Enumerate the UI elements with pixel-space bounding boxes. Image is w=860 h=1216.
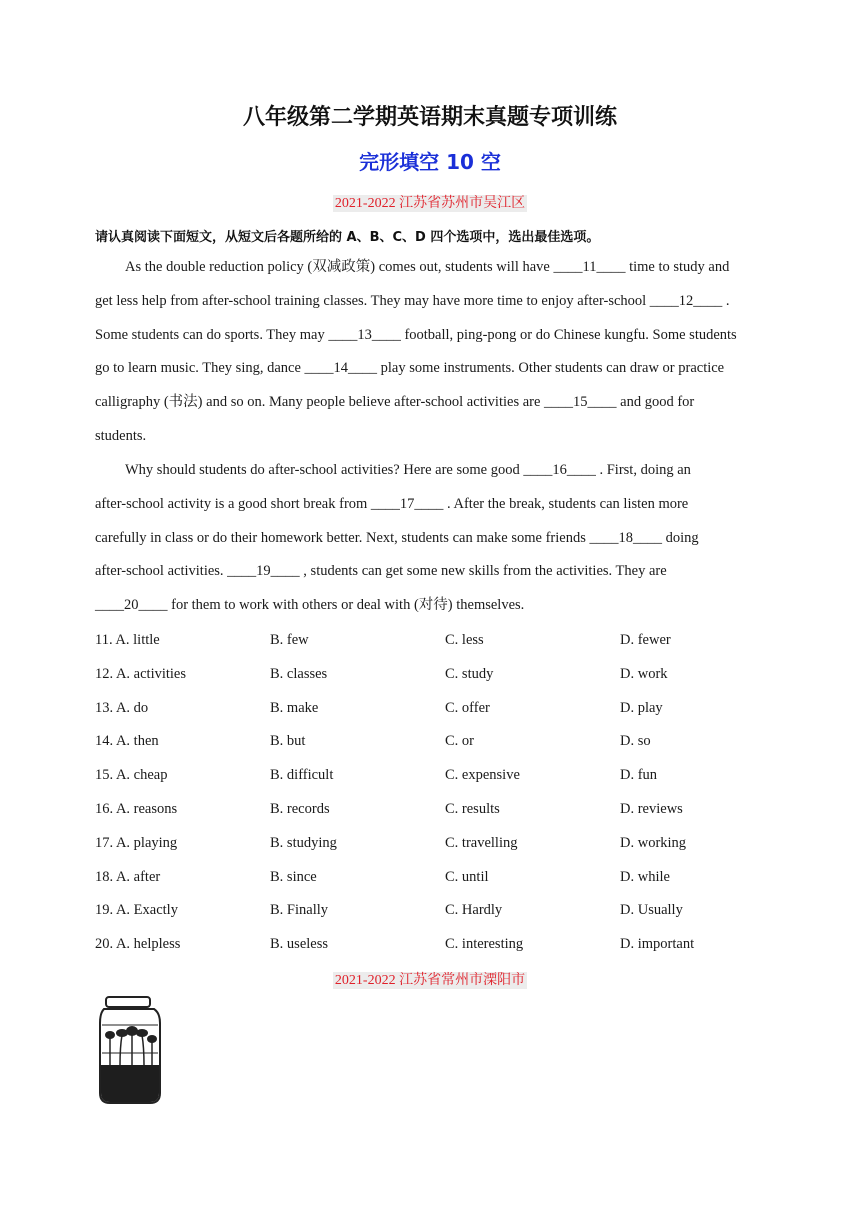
option-row: [95, 829, 795, 863]
passage-line: after-school activity is a good short break from ____17____ . After the break, students can listen more: [95, 495, 689, 512]
option-b: B. but: [270, 733, 306, 750]
option-c: C. or: [445, 733, 474, 750]
option-a: 14. A. then: [95, 733, 159, 750]
option-a: 13. A. do: [95, 699, 149, 716]
option-d: D. play: [620, 699, 663, 716]
option-c: C. until: [445, 868, 489, 885]
option-a: 15. A. cheap: [95, 767, 168, 784]
option-c: C. offer: [445, 699, 490, 716]
source-text-2: 2021-2022 江苏省常州市溧阳市: [334, 973, 526, 988]
page-title: 八年级第二学期英语期末真题专项训练: [242, 105, 617, 130]
passage-line: Why should students do after-school activities? Here are some good ____16____ . First, doing an: [125, 462, 691, 478]
option-c: C. interesting: [445, 936, 524, 953]
option-d: D. working: [620, 834, 687, 851]
passage-line: ____20____ for them to work with others or deal with (对待) themselves.: [95, 597, 525, 614]
option-row: [95, 795, 795, 829]
option-a: 16. A. reasons: [95, 800, 178, 817]
passage-line: carefully in class or do their homework better. Next, students can make some friends ____18____ doing: [95, 529, 699, 546]
option-a: 11. A. little: [95, 632, 160, 648]
option-d: D. while: [620, 868, 670, 885]
option-d: D. fun: [620, 767, 658, 784]
source-label-1: [0, 192, 860, 212]
passage-line: students.: [95, 427, 147, 444]
option-c: C. less: [445, 632, 484, 648]
option-a: 12. A. activities: [95, 665, 187, 682]
option-c: C. travelling: [445, 834, 518, 851]
option-b: B. classes: [270, 665, 328, 682]
source-text-1: 2021-2022 江苏省苏州市吴江区: [334, 196, 526, 211]
passage-line: get less help from after-school training classes. They may have more time to enjoy after-school ____12____ .: [95, 292, 730, 309]
option-c: C. results: [445, 800, 500, 817]
passage-line: As the double reduction policy (双减政策) comes out, students will have ____11____ time to study and: [125, 259, 730, 275]
option-c: C. Hardly: [445, 902, 503, 919]
option-row: [95, 694, 795, 728]
option-b: B. Finally: [270, 902, 329, 919]
passage-line: after-school activities. ____19____ , students can get some new skills from the activities. They are: [95, 563, 667, 580]
passage-paragraph-1: [95, 251, 775, 454]
option-b: B. make: [270, 699, 319, 716]
section-subtitle: 完形填空 10 空: [359, 150, 501, 174]
option-b: B. difficult: [270, 767, 334, 784]
option-row: [95, 761, 795, 795]
option-row: [95, 896, 795, 930]
option-row: [95, 626, 795, 660]
option-b: B. few: [270, 632, 309, 648]
option-row: [95, 863, 795, 897]
option-d: D. Usually: [620, 902, 683, 919]
passage-paragraph-2: [95, 454, 775, 623]
option-a: 17. A. playing: [95, 834, 178, 851]
option-a: 19. A. Exactly: [95, 902, 178, 919]
option-c: C. expensive: [445, 767, 520, 784]
option-row: [95, 660, 795, 694]
option-b: B. since: [270, 868, 317, 885]
option-a: 18. A. after: [95, 868, 161, 885]
option-row: [95, 727, 795, 761]
option-row: [95, 930, 795, 964]
option-d: D. important: [620, 936, 695, 953]
option-d: D. reviews: [620, 800, 683, 817]
option-d: D. so: [620, 733, 651, 750]
option-b: B. useless: [270, 936, 328, 953]
option-b: B. studying: [270, 834, 337, 851]
jar-plant-illustration: [96, 995, 164, 1107]
source-label-2: [0, 969, 860, 989]
options-table: [95, 626, 795, 964]
instruction-text: 请认真阅读下面短文，从短文后各题所给的 A、B、C、D 四个选项中，选出最佳选项。: [95, 230, 600, 245]
passage-line: go to learn music. They sing, dance ____14____ play some instruments. Other students can draw or practice: [95, 360, 725, 377]
option-d: D. work: [620, 665, 668, 682]
passage-line: Some students can do sports. They may ____13____ football, ping-pong or do Chinese kungfu. Some students: [95, 326, 737, 343]
option-d: D. fewer: [620, 632, 671, 648]
passage-line: calligraphy (书法) and so on. Many people believe after-school activities are ____15____ and good for: [95, 394, 695, 411]
option-c: C. study: [445, 665, 494, 682]
option-a: 20. A. helpless: [95, 936, 181, 953]
option-b: B. records: [270, 800, 330, 817]
